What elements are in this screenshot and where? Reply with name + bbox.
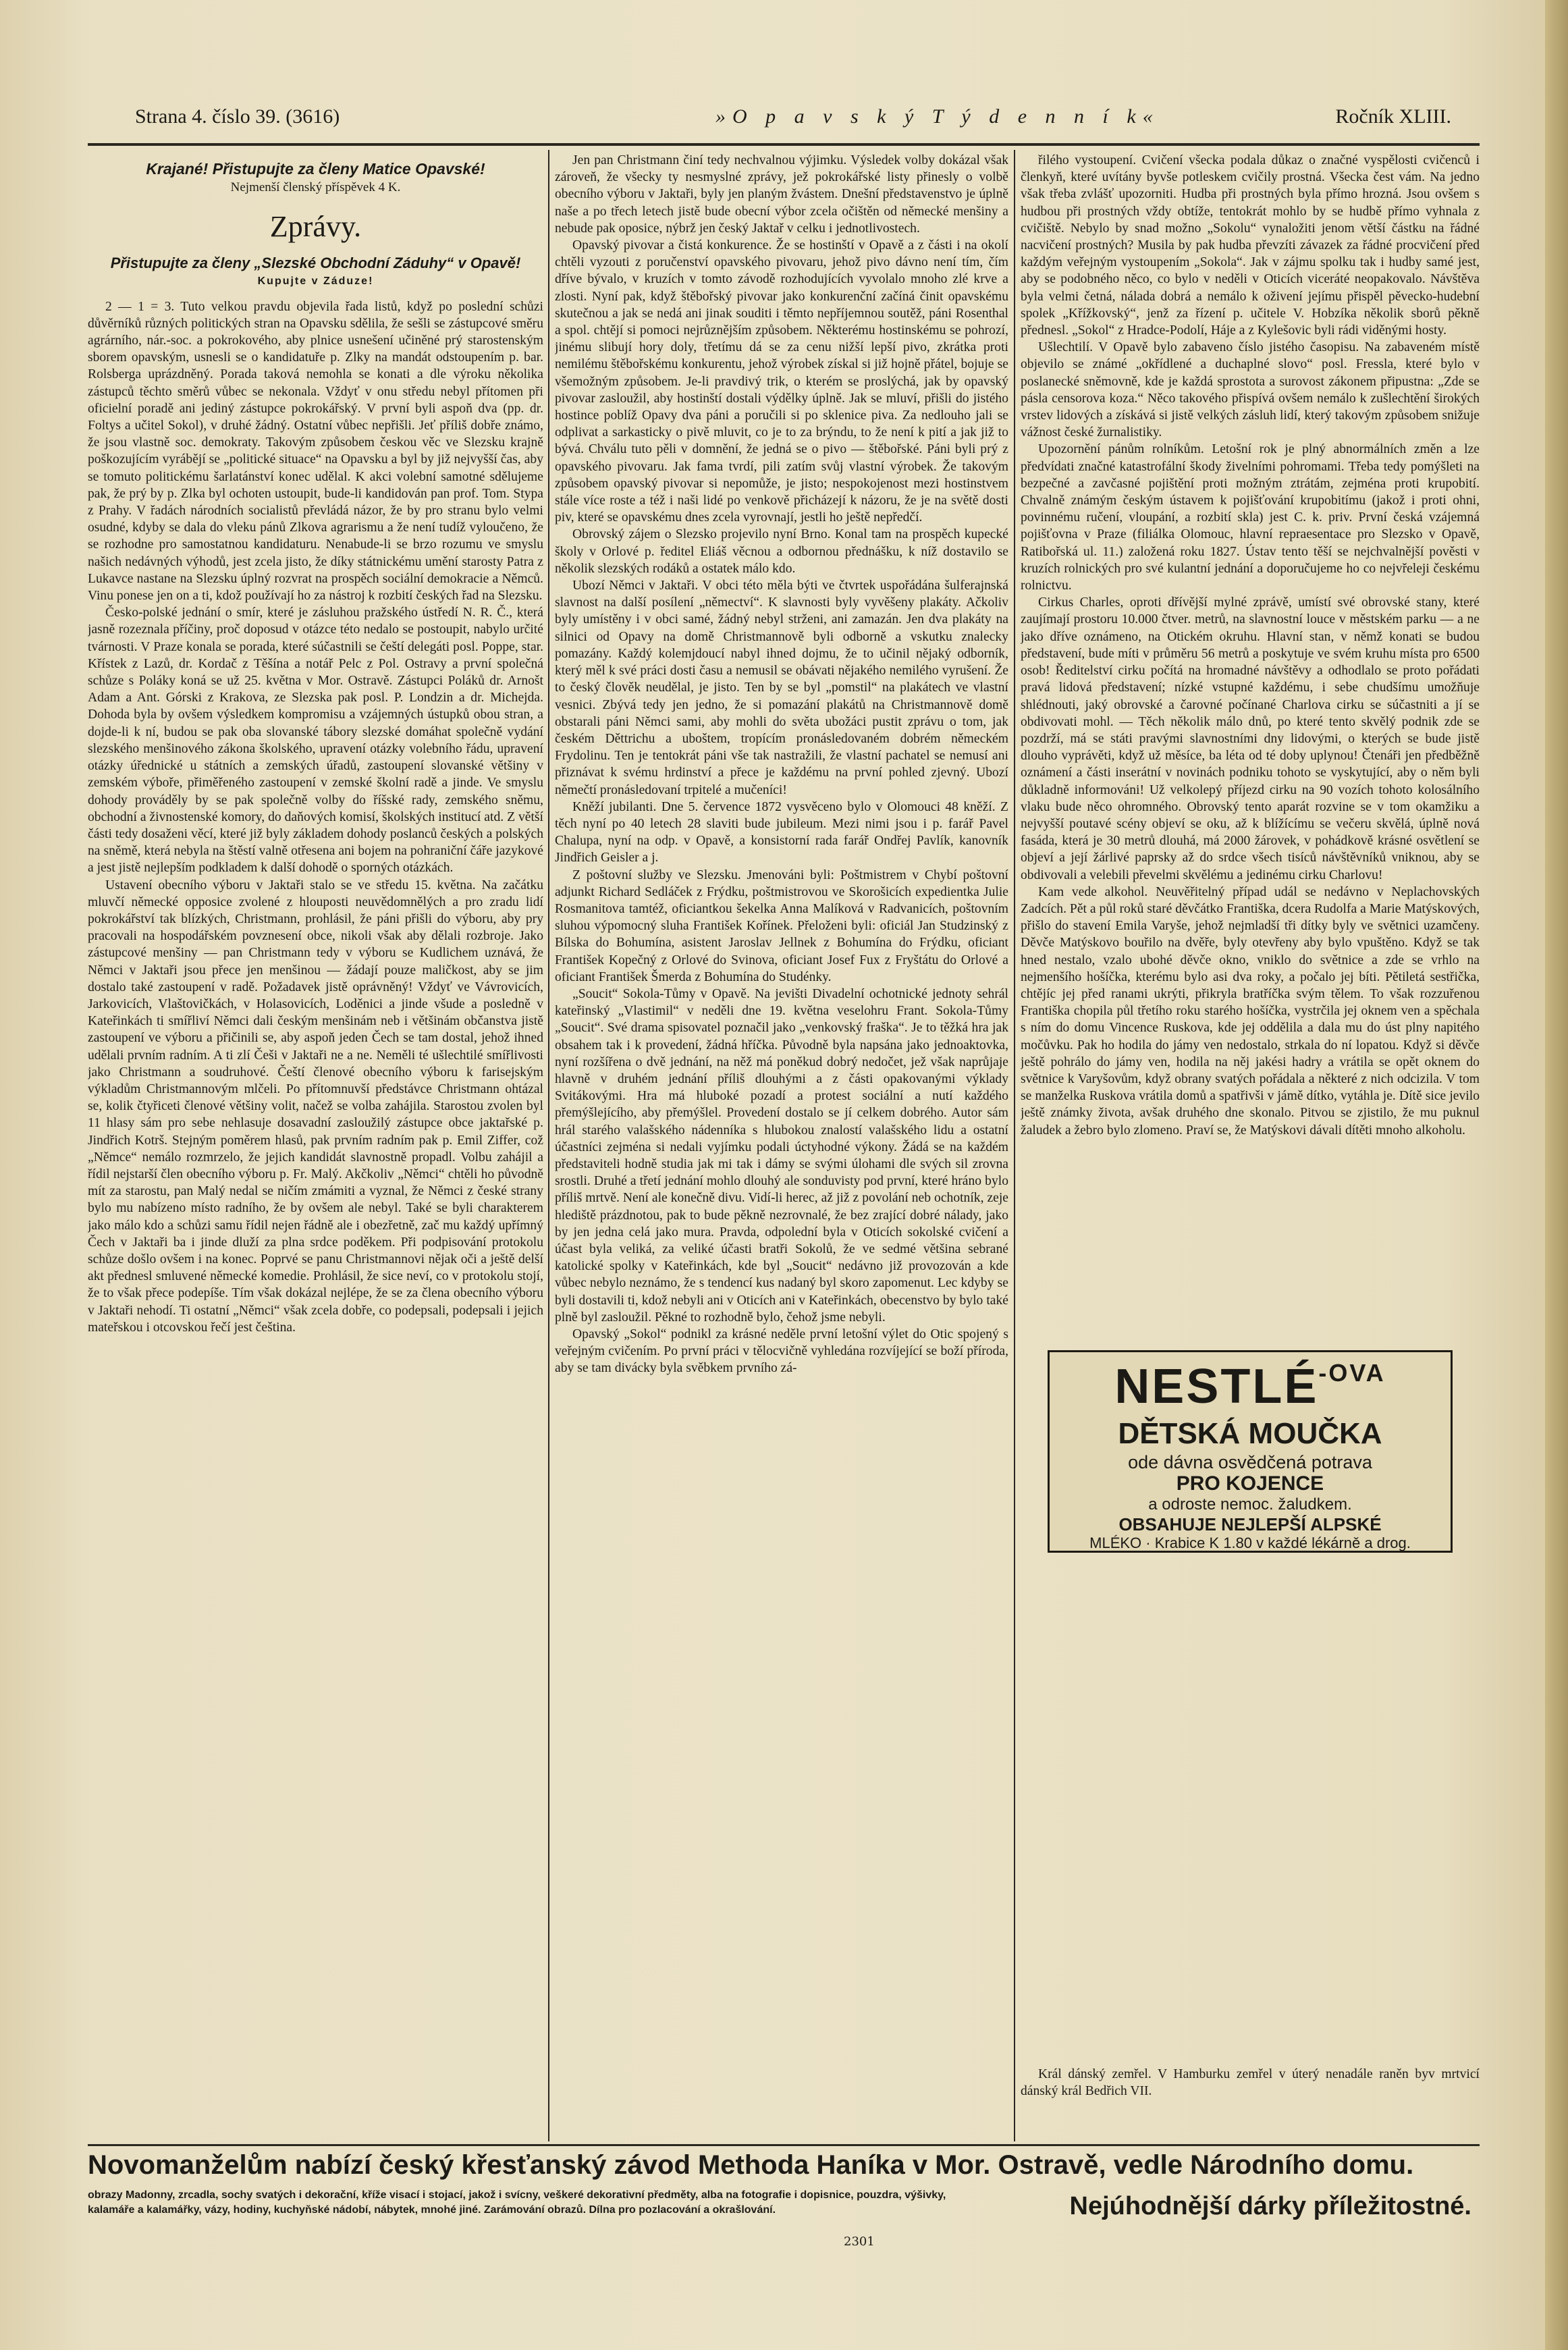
column-3-bottom [1021, 2066, 1480, 2127]
article-paragraph: řilého vystoupení. Cvičení všecka podala důkaz o značné vyspělosti cvičenců i členkyň, které uvítány byvše potleskem cvičily prostná. Všecka čest vám. Na jedno však třeba zvlášť upozorniti. Hudba při prostných byla přímo hrozná. Jsou ovšem s hudbou při prostných vždy obtíže, tentokrát mohlo by se hudbě přímo vyhnala z cvičiště. Nebylo by snad možno „Sokolu“ vynaložiti jenom větší částku na řádné nacvičení prostných? Musila by pak hudba převzíti závazek za řádné procvičení před každým veřejným vystoupením „Sokola“. Jak v zájmu spolku tak i hudby samé jest, aby se podobného něco, co bylo v neděli v Oticích viceráté neopakovalo. Návštěva byla velmi četná, nálada dobrá a nemálo k oživení jejímu přispěl pěvecko-hudební spolek „Křížkovský“, jenž za řízení p. učitele V. Hobzíka několik sborů pěkně přednesl. „Sokol“ z Hradce-Podolí, Háje a z Kylešovic byli rádi viděnými hosty. [1021, 153, 1480, 338]
column-3 [1021, 152, 1480, 1313]
article-paragraph: Jen pan Christmann činí tedy nechvalnou výjimku. Výsledek volby dokázal však zároveň, že všecky ty nesmyslné zprávy, jež pokrokářské listy přinesly o volbě obecního výboru v Jaktaři, byly jen planým žvástem. Dnešní představenstvo je úplně naše a po třech letech jistě bude obecní výbor zcela očištěn od německé menšiny a nebude pak oposice, nýbrž jen český Jaktař v celku i jednotlivostech. [555, 153, 1008, 236]
header-rule [88, 143, 1480, 146]
article-paragraph: Z poštovní služby ve Slezsku. Jmenováni byli: Poštmistrem v Chybí poštovní adjunkt Richard Sedláček z Frýdku, poštmistrovou ve Skorošicích expedientka Julie Rosmanitova tamtéž, oficiantkou šekelka Anna Malíková v Radvanicích, poštovním sluhou výpomocný sluha František Kořínek. Přeloženi byli: oficiál Jan Studzinský z Bílska do Bohumína, asistent Jaroslav Jellnek z Bohumína do Frýdku, oficiant František Kopečný z Orlové do Svinova, oficiant Josef Fux z Fryštátu do Orlové a oficiant František Šmerda z Bohumína do Studénky. [555, 867, 1008, 984]
article-paragraph: Obrovský zájem o Slezsko projevilo nyní Brno. Konal tam na prospěch kupecké školy v Orlové p. ředitel Eliáš věcnou a odbornou přednášku, k níž dostavilo se několik slezských rodáků a ostatek málo kdo. [555, 527, 1008, 576]
column-2 [555, 152, 1008, 2350]
hanik-advertisement [88, 2150, 1471, 2265]
ad-target: PRO KOJENCE [1176, 1472, 1324, 1495]
header-volume: Ročník XLIII. [1335, 105, 1451, 128]
article-paragraph: 2 — 1 = 3. Tuto velkou pravdu objevila řada listů, když po poslední schůzi důvěrníků různých politických stran na Opavsku sdělila, že sešli se zástupcové směru agrárního, nár.-soc. a pokrokového, aby plnice usnešení učiněné prý starostenským sborem opavským, usnesli se o kandidatuře p. Zlky na mandát odstoupením p. bar. Rolsberga uprázdněný. Porada taková nemohla se konati a dle výroku několika zástupců těchto směrů vůbec se nekonala. Vždyť v onu středu nebyl přítomen při oficielní poradě ani jediný zástupce pokrokářský. V první byli aspoň dva (pp. dr. Foltys a učitel Sokol), v druhé žádný. Ostatní vůbec nepřišli. Jeť příliš dobře známo, že jsou vlastně soc. demokraty. Takovým způsobem českou věc ve Slezsku krajně poškozujícím vyrábějí se „politické situace“ na Opavsku a byl by již nejvyšší čas, aby se tomuto politickému šarlatánství konec udělal. K akci volební samotné sdělujeme pak, že prý by p. Zlka byl ochoten ustoupit, bude-li kandidován pan prof. Tom. Stypa z Prahy. V řadách národních socialistů převládá názor, že by pro stranu bylo velmi osudné, kdyby se dala do vleku pánů Zlkova agrarismu a že není tudíž vyloučeno, že se rozhodne pro samostatnou kandidaturu. Nenabude-li se brzo rozumu ve smyslu našich nedávných výhodů, jest zcela jisto, že díky státnickému umění starosty Patra z Lukavce nastane na Slezsku úplný rozvrat na prospěch sociální demokracie a Němců. Vinu ponese jen on a ti, kdož používají ho za nástroj k rozbití českých řad na Slezsku. [88, 299, 543, 604]
nestle-advertisement [1048, 1350, 1453, 1553]
ad-tagline: ode dávna osvědčená potrava [1128, 1452, 1372, 1472]
article-paragraph: Kněží jubilanti. Dne 5. července 1872 vysvěceno bylo v Olomouci 48 kněží. Z těch nyní po 40 letech 28 slaviti bude jubileum. Mezi nimi jsou i p. farář Pavel Chalupa, nyní na odp. v Opavě, a konsistorní rada farář Ondřej Pavlík, kanovník Jindřich Geisler a j. [555, 799, 1008, 865]
article-paragraph: Upozornění pánům rolníkům. Letošní rok je plný abnormálních změn a lze předvídati značné katastrofální škody živelními pohromami. Třeba tedy pomýšleti na bezpečné a zavčasné pojištění proti možným ztrátám, zejména proti krupobití. Chvalně známým českým ústavem k pojišťování krupobitímu (jakož i proti ohni, povinnému ručení, vloupání, a rozbití skla) jest C. k. priv. První česká vzájemná pojišťovna v Praze (filiálka Olomouc, hlavní repraesentace pro Slezsko v Opavě, Ratibořská ul. 11.) založená roku 1827. Ústav tento těší se nejchvalnější pověsti v kruzích rolnických pro své kulantní jednání a doporučujeme ho co nejvřeleji českému rolnictvu. [1021, 442, 1480, 593]
bottom-ad-headline: Novomanželům nabízí český křesťanský závod Methoda Haníka v Mor. Ostravě, vedle Národního domu. [88, 2150, 1414, 2180]
matice-fee: Nejmenší členský příspěvek 4 K. [230, 180, 401, 195]
zaduha-announcement: Přistupujte za členy „Slezské Obchodní Záduhy“ v Opavě! [110, 255, 521, 272]
ad-headline: DĚTSKÁ MOUČKA [1118, 1417, 1382, 1450]
article-paragraph: Ušlechtilí. V Opavě bylo zabaveno číslo jistého časopisu. Na zabaveném místě objevilo se známé „okřídlené a duchaplné slovo“ posl. Fressla, které bylo v poslanecké sněmovně, kde je každá sprostota a surovost zákonem připustna: „Zde se pásla censorova koza.“ Něco takového přispívá ovšem nemálo k zušlechtění širokých vrstev lidových a získává si jistě velkých zásluh lidí, který takovým způsobem snižuje vážnost české žurnalistiky. [1021, 340, 1480, 440]
ad-price: MLÉKO · Krabice K 1.80 v každé lékárně a drog. [1089, 1534, 1411, 1551]
zaduha-slogan: Kupujte v Záduze! [257, 275, 374, 288]
article-paragraph: Kam vede alkohol. Neuvěřitelný případ udál se nedávno v Neplachovských Zadcích. Pět a půl roků staré děvčátko Františka, dcera Rudolfa a Marie Matýskových, přišlo do stavení Emila Varyše, jehož nejmladší tři dítky byly ve světnici uzamčeny. Děvče Matýskovo bouřilo na dvěře, byly otevřeny aby bylo vpuštěno. Když se tak hned nestalo, vzalo ubohé děvče okno, vniklo do světnice a zde se vrhlo na nejmenšího hošíčka, kterému bylo asi dva roky, a počalo jej bíti. Pětiletá sestřička, chtějíc jej před ranami ukrýti, přikryla bratříčka svým tělem. To však rozzuřenou Františka chopila půl třetího roku starého hošíčka, vystrčila jej oknem ven a spěchala s ním do domu Vincence Ruskova, kde jej oddělila a dala mu do úst plny napitého močůvku. Pak ho hodila do jámy ven nedostalo, strkala do ní lopatou. Když si děvče ještě pohrálo do jámy ven, hodila na něj jakési hadry a vrátila se opět oknem do světnice k Varyšovům, když obrany svatých pořádala a některé z nich odcizila. V tom se manželka Ruskova vrátila domů a spatřivši v jámě dítko, vytáhla je. Dítě sice jevilo ještě známky života, avšak druhého dne skonalo. Pitvou se zjistilo, že mu puknul žaludek a žebro bylo zlomeno. Praví se, že Matýskovi dávali dítěti mnoho alkoholu. [1021, 884, 1480, 1138]
page-edge [1545, 0, 1568, 2350]
header-issue: Strana 4. číslo 39. (3616) [135, 105, 340, 128]
ad-ingredient: OBSAHUJE NEJLEPŠÍ ALPSKÉ [1118, 1514, 1382, 1534]
article-paragraph: Král dánský zemřel. V Hamburku zemřel v úterý nenadále raněn byv mrtvicí dánský král Bedřich VII. [1021, 2067, 1480, 2099]
column-divider [548, 150, 549, 2141]
ad-brand: $NESTLÉ^{-OVA}$ [1114, 1359, 1386, 1414]
bottom-rule [88, 2144, 1480, 2146]
article-paragraph: „Soucit“ Sokola-Tůmy v Opavě. Na jevišti Divadelní ochotnické jednoty sehrál kateřinský „Vlastimil“ v neděli dne 19. května veselohru Frant. Sokola-Tůmy „Soucit“. Své drama spisovatel poznačil jako „venkovský fraška“. Je to těžká hra jak obsahem tak i k provedení, žádná hříčka. Původně byla napsána jako jednoaktovka, nyní rozšířena o dvě jednání, na něž má poněkud dobrý nedočet, jež však naprůjaje hlavně v druhém jednání příliš dlouhými a z části opakovanými výklady Svitákovými. Hra má hluboké pozadí a protest sociální a nutí každého přemýšlejícího, aby přemýšlel. Provedení dostalo se jí celkem dobrého. Autor sám hrál starého valašského nádenníka s hlubokou znalostí valašského lidu a ostatní účastníci zejména si nedali vyjímku podali úctyhodné výkony. Žádá se na každém představiteli hodně studia jak mi tak i dámy se svými úlohami dle svých sil zrovna srostli. Druhé a třetí jednání mohlo dlouhý ale sonduvisty pod první, které hráno bylo příliš mrtvě. Není ale konečně divu. Vidí-li herec, až již z povolání neb ochotník, zeje hlediště prázdnotou, pak to bude pěkně nezrovnalé, že bez zrající dobré nálady, jako by jen jedna celá jako mura. Pravda, odpolední byla v Oticích sokolské cvičení a účast byla veliká, za veliké účasti bratři Sokolů, že ve sedmé většina sebrané katolické spolky v Kateřinkách, kde byl „Soucit“ nedávno již provozován a kde vůbec nebylo neznámo, že s tendencí kus nadaný byl skoro zapomenut. Lec kdyby se byli dostavili ti, kdož nebyli ani v Oticích ani v Kateřinkách, obecenstvo by bylo také plně byl zasloužil. Pěkné to rozhodně bylo, čehož jsme nebyli. [555, 986, 1008, 1325]
matice-announcement: Krajané! Přistupujte za členy Matice Opavské! [146, 160, 485, 178]
article-paragraph: Česko-polské jednání o smír, které je zásluhou pražského ústředí N. R. Č., která jasně rozeznala příčiny, proč doposud v otázce této nedalo se postoupit, nabylo určité tvárnosti. V Praze konala se porada, které súčastnili se čeští delegáti posl. Poppe, star. Křístek z Lazů, dr. Kordač z Těšína a notář Pelc z Pol. Ostravy a první společná schůze s Poláky koná se už 25. května v Mor. Ostravě. Zástupci Poláků dr. Arnošt Adam a Ant. Górski z Krakova, ze Slezska pak posl. P. Londzin a dr. Michejda. Dohoda byla by ovšem výsledkem kompromisu a vzájemných ústupků obou stran, a dojde-li k ní, budou se pak oba slovanské tábory slezské domáhat společně vydání slezského menšinového zákona školského, upravení otázky volebního řádu, upravení otázky úřednické u státních a zemských úřadů, zastoupení slovanské většiny v zemském výboře, přiměřeného zastoupení v zemské školní radě a jinde. Ve smyslu dohody prováděly by se pak společně volby do říšské rady, zemského sněmu, obchodní a živnostenské komory, do daňových komisí, školských institucí atd. Z větší části tedy dosaženi věcí, které již byly základem dohody poslanců českých a polských na sněmě, která nebyla na štěstí valně otřesena ani bojem na pohraniční čáře jazykové a jest jistě nejlepším podkladem k další dohodě o sporných otázkách. [88, 606, 543, 876]
column-1 [88, 157, 543, 2290]
article-paragraph: Opavský pivovar a čistá konkurence. Že se hostinští v Opavě a z části i na okolí chtěli vyzouti z poručenství opavského pivovaru, jehož pivo dávno není tím, čím dříve bývalo, v kruzích v tomto závodě rozhodujících vyvolalo mnoho zlé krve a zlosti. Nyní pak, když štěbořský pivovar jako konkurenční začíná činit opavskému skutečnou a jak se nedá ani jinak souditi i těmto nepříjemnou soutěž, páni Rosenthal a spol. chtějí si pomoci nejrůznějším způsobem. Některému hostinskému se pohrozí, jinému slibují hory doly, třetímu dá se za cenu nižší lepší pivo, zkrátka proti nemilému štěbořskému konkurentu, jehož výrobek získal si již hojně přátel, bojuje se všemožným způsobem. Je-li pravdivý trik, o kterém se proslýchá, jak by opavský pivovar zasloužil, aby hostinští dostali výdělky úplně. Jak se mluví, přišli do jistého hostince poblíž Opavy dva páni a poručili si po sklenice piva. Za nedlouho jali se odplivat a sarkasticky o pivě mluvit, co je to za brýndu, to že není k pití a jak již to bývá. Chválu tuto pěli v domnění, že jedná se o pivo — štěbořské. Páni byli prý z opavského pivovaru. Jak fama tvrdí, pili zatím svůj vlastní výrobek. Že takovým způsobem opavský pivovar si nepomůže, je jisto; nespokojenost mezi hostinstvem stále více roste a též i naši lidé po venkově přicházejí k názoru, že je na světě dosti piv, které se opavskému dnes zcela vyrovnají, jestli ho ještě nepředčí. [555, 238, 1008, 525]
page-header [135, 100, 1451, 140]
article-paragraph: Ustavení obecního výboru v Jaktaři stalo se ve středu 15. května. Na začátku mluvčí německé opposice zvolené z hlouposti neuvědomnělých a pro zradu lidí pokrokářství tak blízkých, Christmann, prohlásil, že páni přišli do výboru, aby pry pracovali na hospodářském povznesení obce, nikoli však aby dělali rozbroje. Jako zástupcové menšiny — pan Christmann tedy v výboru se Kudlichem uznává, že Němci v Jaktaři jsou přece jen menšinou — žádají pouze maličkost, aby se jim dostalo také zastoupení v radě. Požadavek jistě oprávněný! Vždyť ve Vávrovicích, Jarkovicích, Vlaštovičkách, v Holasovicích, Loděnici a jinde všude a posledně v Kateřinkách ti smířliví Němci dali českým menšinám neb i většinám občanstva jistě zastoupení ve výboru a přičinili se, aby aspoň jeden Čech se tam dostal, jehož ihned udělali prvním radním. A ti zlí Češi v Jaktaři ne a ne. Neměli té ušlechtilé smířlivosti jako Christmann a soudruhové. Čeští členové obecního výboru k farisejským výkladům Christmannovým mlčeli. Po přítomnuvší předstávce Christmann ohtázal se, kolik čtyřiceti členové většiny volit, načež se volba zahájila. Starostou zvolen byl 11 hlasy sám pro sebe nehlasuje dosavadní zasloužilý zástupce obce jaktařské p. Jindřich Kotrš. Stejným poměrem hlasů, pak prvním radním pak p. Emil Ziffer, což „Němce“ nemálo rozmrzelo, že jejich kandidát slavnostně propadl. Volbu zahájil a řídil nejstarší člen obecního výboru p. Fr. Malý. Akčkoliv „Němci“ chtěli ho původně mít za starostu, pan Malý nedal se ničím zmámiti a vyznal, že Němci z české strany bylo mu nabízeno místo radního, že by ovšem ale nebyl. Také se byli charakterem jako málo kdo a schůzi samu řídil nejen řádně ale i obezřetně, zač mu každý upřímný Čech v Jaktaři ba i jinde dluží za plna srdce poděkem. Při podpisování protokolu schůze došlo ovšem i na konec. Poprvé se panu Christmannovi nějak oči a ještě delší akt přednesl smluvené německé komedie. Prohlásil, že sice neví, co v protokolu stojí, že to však přece podepíše. Tím však dokázal nejlépe, že se za člena obecního výboru v Jaktaři nehodí. Ti ostatní „Němci“ však zcela dobře, co podepsali, podepsali i jejich mateřskou i otcovskou řečí jest čeština. [88, 878, 543, 1335]
column-divider [1014, 150, 1015, 2141]
header-title: »O p a v s k ý T ý d e n n í k« [715, 105, 1160, 128]
ad-benefit: a odroste nemoc. žaludkem. [1148, 1495, 1352, 1514]
page-number: 2301 [844, 2235, 875, 2249]
bottom-ad-goods: obrazy Madonny, zrcadla, sochy svatých i dekorační, kříže visací i stojací, jakož i svícny, veškeré dekorativní předměty, alba na fotografie i dopisnice, pouzdra, výšivky, kalamáře a kalamářky, vázy, hodiny, kuchyňské nádobí, nábytek, mnohé jiné. Zarámování obrazů. Dílna pro pozlacování a okrašlování. [88, 2189, 946, 2216]
bottom-ad-slogan: Nejúhodnější dárky příležitostné. [1069, 2192, 1471, 2220]
article-paragraph: Opavský „Sokol“ podnikl za krásné neděle první letošní výlet do Otic spojený s veřejným cvičením. Po první práci v tělocvičně vyhledána rozvíjející se boží příroda, aby se tam divácky byla svěbkem prvního zá- [555, 1327, 1008, 1376]
article-paragraph: Cirkus Charles, oproti dřívější mylné zprávě, umístí své obrovské stany, které zaujímají prostoru 10.000 čtver. metrů, na slavnostní louce v městském parku — a ne jako dříve oznámeno, na Otickém okruhu. Hlavní stan, v němž konati se budou představení, bude míti v průměru 56 metrů a poskytuje ve svém kruhu místa pro 6500 osob! Ředitelství cirku počítá na hromadné návštěvy a odhodlalo se proto pořádati pravá lidová představení; nízké vstupné každému, i sebe chudšímu umožňuje shlédnouti, jaký obrovské a čarovné počínané Charlova cirku se súčastniti a jí se obdivovati mohl. — Těch několik málo dnů, po které tento skvělý podnik zde se pozdrží, má se státi pravými slavnostními dny lidovými, o kterých se bude jistě dlouho vyprávěti, když už měsíce, ba léta od té doby uplynou! Čtenáři jen předběžně oznámení a části inserátní v novinách podniku tohoto se vyskytující, aby o něm byli důkladně informováni! Už velkolepý příjezd cirku na 90 vozích tohoto kolosálního vlaku bude něco ohromného. Obrovský tento aparát rozvine se v tom okamžiku a nejvyšší poutavé scény objeví se oku, až k blížícímu se večeru skvělá, úplně nová fasáda, která je 30 metrů dlouhá, má 2000 žárovek, v pohádkově krásné osvětlení se objeví a její žárlivé paprsky až do srdce všech tisíců návštěvníků vniknou, aby se obdivovali a velebili převelmi skvělému a jedinému cirku Charlovu! [1021, 595, 1480, 882]
section-title: Zprávy. [269, 210, 362, 244]
article-paragraph: Ubozí Němci v Jaktaři. V obci této měla býti ve čtvrtek uspořádána šulferajnská slavnost na další posílení „němectví“. K slavnosti byly vyvěšeny plakáty. Ačkoliv byly umístěny i v obci samé, žádný nebyl strženi, ani zamazán. Jen dva plakáty na silnici od Opavy na domě Christmannově byli odborně a vskutku znalecky pomazány. Každý kolemjdoucí nabyl ihned dojmu, že to učinil nějaký odborník, který měl k své práci dosti času a nemusil se obávati nějakého nemilého vyrušení. Že to český člověk neudělal, je jisto. Ten by se byl „pomstil“ na plakátech ve vlastní vesnici. Zbývá tedy jen jedno, že si pomazání plakátů na Christmannově domě obstarali páni Němci sami, aby mohli do světa ubožáci pustit zprávu o tom, jak českém Děttrichu a uboštem, tropícím pronásledovaném dobrém německém Frydolinu. Ten je tentokrát páni vše tak nastražili, že vlastní pachatel se nemusí ani přiznávat k svému hrdinství a přece je každému na první pohled zjevný. Ubozí němečtí pronásledovaní trpitelé a mučeníci! [555, 579, 1008, 797]
